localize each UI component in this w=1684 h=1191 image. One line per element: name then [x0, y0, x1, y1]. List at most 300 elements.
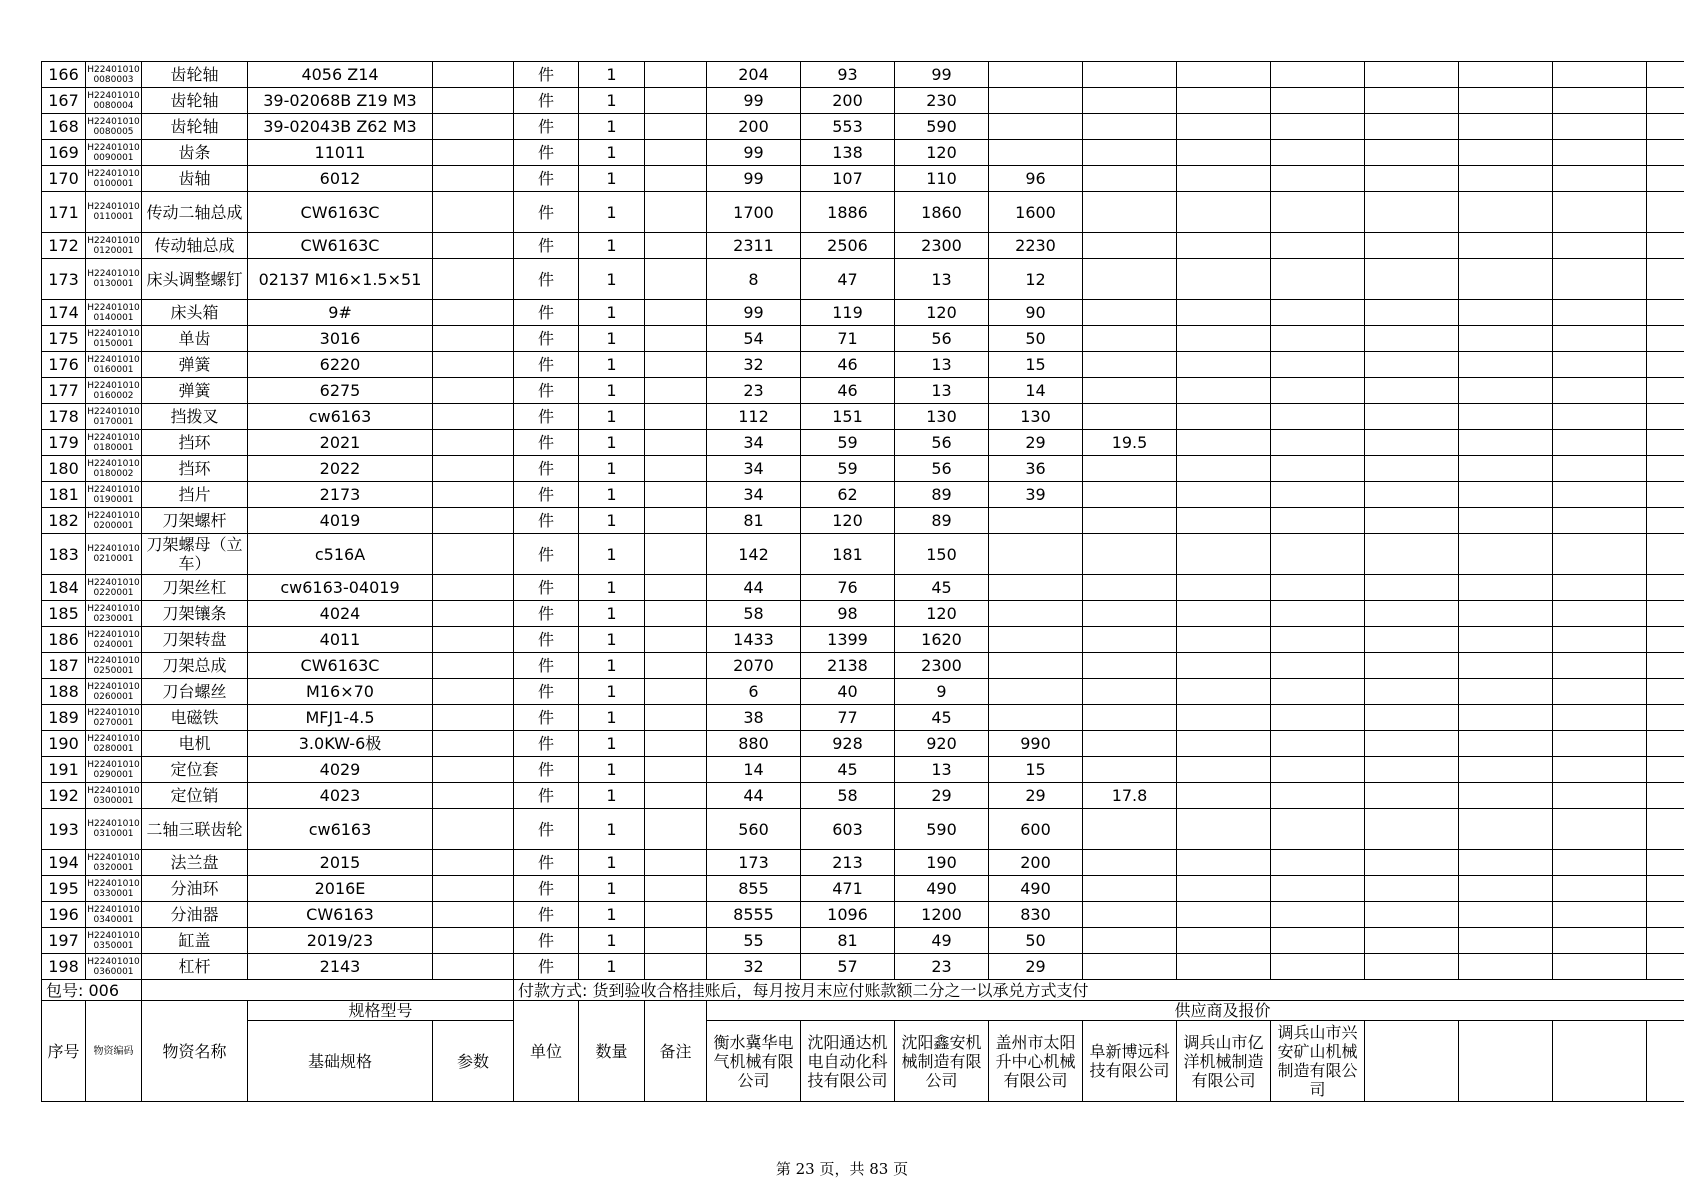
remark-cell — [645, 300, 707, 326]
supplier-header: 沈阳通达机电自动化科技有限公司 — [801, 1021, 895, 1102]
quantity-cell: 1 — [579, 731, 645, 757]
supplier-header: 沈阳鑫安机械制造有限公司 — [895, 1021, 989, 1102]
table-row — [42, 62, 1684, 88]
table-row — [42, 705, 1684, 731]
quotation-table — [41, 61, 1684, 1102]
table-row — [42, 326, 1684, 352]
table-row — [42, 352, 1684, 378]
price-cell — [1647, 902, 1684, 928]
price-cell — [1647, 326, 1684, 352]
price-cell: 14 — [989, 378, 1083, 404]
price-cell: 990 — [989, 731, 1083, 757]
price-cell — [1083, 300, 1177, 326]
quantity-cell: 1 — [579, 757, 645, 783]
remark-cell — [645, 166, 707, 192]
material-name-cell: 床头箱 — [142, 300, 248, 326]
price-cell — [1177, 731, 1271, 757]
header-spec-group: 规格型号 — [248, 1001, 514, 1021]
unit-cell: 件 — [514, 928, 579, 954]
price-cell — [1459, 233, 1553, 259]
quantity-cell: 1 — [579, 809, 645, 850]
spec-cell: CW6163C — [248, 192, 433, 233]
remark-cell — [645, 404, 707, 430]
price-cell — [1553, 404, 1647, 430]
price-cell — [1271, 233, 1365, 259]
price-cell — [1647, 783, 1684, 809]
price-cell — [1459, 783, 1553, 809]
price-cell: 2311 — [707, 233, 801, 259]
material-code-cell: H224010100310001 — [86, 809, 142, 850]
price-cell: 89 — [895, 482, 989, 508]
material-code-cell: H224010100200001 — [86, 508, 142, 534]
price-cell: 2506 — [801, 233, 895, 259]
remark-cell — [645, 757, 707, 783]
header-row-2 — [42, 1021, 1684, 1102]
price-cell: 29 — [989, 954, 1083, 980]
price-cell — [1083, 809, 1177, 850]
price-cell: 57 — [801, 954, 895, 980]
price-cell — [1177, 166, 1271, 192]
price-cell: 590 — [895, 809, 989, 850]
material-code-cell: H224010100270001 — [86, 705, 142, 731]
price-cell: 34 — [707, 482, 801, 508]
quantity-cell: 1 — [579, 259, 645, 300]
price-cell — [1177, 114, 1271, 140]
price-cell: 56 — [895, 430, 989, 456]
unit-cell: 件 — [514, 902, 579, 928]
material-name-cell: 传动轴总成 — [142, 233, 248, 259]
quantity-cell: 1 — [579, 456, 645, 482]
material-name-cell: 齿条 — [142, 140, 248, 166]
param-cell — [433, 430, 514, 456]
param-cell — [433, 508, 514, 534]
material-name-cell: 床头调整螺钉 — [142, 259, 248, 300]
row-number-cell: 198 — [42, 954, 86, 980]
unit-cell: 件 — [514, 601, 579, 627]
param-cell — [433, 757, 514, 783]
price-cell — [1553, 300, 1647, 326]
price-cell: 8555 — [707, 902, 801, 928]
price-cell — [1553, 757, 1647, 783]
table-row — [42, 653, 1684, 679]
spec-cell: 2143 — [248, 954, 433, 980]
price-cell — [1271, 378, 1365, 404]
price-cell — [1459, 534, 1553, 575]
row-number-cell: 179 — [42, 430, 86, 456]
material-code-cell: H224010100250001 — [86, 653, 142, 679]
spec-cell: c516A — [248, 534, 433, 575]
price-cell — [1271, 192, 1365, 233]
price-cell — [1177, 378, 1271, 404]
table-row — [42, 430, 1684, 456]
param-cell — [433, 62, 514, 88]
material-name-cell: 定位套 — [142, 757, 248, 783]
price-cell — [1647, 352, 1684, 378]
price-cell — [989, 653, 1083, 679]
price-cell — [1553, 233, 1647, 259]
price-cell — [1365, 456, 1459, 482]
supplier-header: 衡水冀华电气机械有限公司 — [707, 1021, 801, 1102]
remark-cell — [645, 508, 707, 534]
param-cell — [433, 653, 514, 679]
price-cell — [1271, 627, 1365, 653]
price-cell — [1459, 508, 1553, 534]
price-cell: 1433 — [707, 627, 801, 653]
price-cell — [1647, 627, 1684, 653]
price-cell — [989, 679, 1083, 705]
price-cell — [1365, 166, 1459, 192]
price-cell — [1177, 601, 1271, 627]
spec-cell: 2021 — [248, 430, 433, 456]
price-cell: 603 — [801, 809, 895, 850]
row-number-cell: 188 — [42, 679, 86, 705]
price-cell — [1177, 928, 1271, 954]
supplier-header: 阜新博远科技有限公司 — [1083, 1021, 1177, 1102]
param-cell — [433, 404, 514, 430]
table-row — [42, 482, 1684, 508]
unit-cell: 件 — [514, 88, 579, 114]
supplier-header: 盖州市太阳升中心机械有限公司 — [989, 1021, 1083, 1102]
price-cell: 1600 — [989, 192, 1083, 233]
price-cell — [1083, 876, 1177, 902]
price-cell — [1365, 679, 1459, 705]
param-cell — [433, 326, 514, 352]
price-cell — [1177, 62, 1271, 88]
price-cell — [1553, 705, 1647, 731]
material-name-cell: 弹簧 — [142, 378, 248, 404]
price-cell: 471 — [801, 876, 895, 902]
price-cell: 32 — [707, 352, 801, 378]
price-cell — [1083, 575, 1177, 601]
quantity-cell: 1 — [579, 508, 645, 534]
price-cell — [989, 114, 1083, 140]
price-cell — [1083, 482, 1177, 508]
material-code-cell: H224010100110001 — [86, 192, 142, 233]
row-number-cell: 187 — [42, 653, 86, 679]
price-cell — [1647, 300, 1684, 326]
param-cell — [433, 456, 514, 482]
quantity-cell: 1 — [579, 140, 645, 166]
price-cell — [1271, 62, 1365, 88]
price-cell — [1459, 757, 1553, 783]
price-cell — [1365, 928, 1459, 954]
price-cell — [1365, 954, 1459, 980]
material-code-cell: H224010100320001 — [86, 850, 142, 876]
price-cell — [1647, 809, 1684, 850]
price-cell — [1365, 352, 1459, 378]
spec-cell: 11011 — [248, 140, 433, 166]
price-cell — [1459, 62, 1553, 88]
spec-cell: 4056 Z14 — [248, 62, 433, 88]
supplier-header — [1553, 1021, 1647, 1102]
table-row — [42, 757, 1684, 783]
unit-cell: 件 — [514, 783, 579, 809]
spec-cell: 2173 — [248, 482, 433, 508]
price-cell: 600 — [989, 809, 1083, 850]
price-cell — [1365, 783, 1459, 809]
material-code-cell: H224010100140001 — [86, 300, 142, 326]
price-cell: 13 — [895, 259, 989, 300]
price-cell — [1647, 954, 1684, 980]
price-cell — [1647, 731, 1684, 757]
price-cell — [1083, 404, 1177, 430]
remark-cell — [645, 378, 707, 404]
price-cell — [1553, 456, 1647, 482]
price-cell: 29 — [989, 783, 1083, 809]
supplier-header — [1647, 1021, 1684, 1102]
row-number-cell: 170 — [42, 166, 86, 192]
price-cell: 120 — [895, 140, 989, 166]
material-name-cell: 分油环 — [142, 876, 248, 902]
price-cell — [989, 534, 1083, 575]
remark-cell — [645, 705, 707, 731]
table-row — [42, 679, 1684, 705]
price-cell: 112 — [707, 404, 801, 430]
unit-cell: 件 — [514, 731, 579, 757]
price-cell — [1365, 876, 1459, 902]
table-row — [42, 233, 1684, 259]
price-cell: 15 — [989, 757, 1083, 783]
price-cell — [1083, 114, 1177, 140]
price-cell — [1083, 378, 1177, 404]
price-cell — [1365, 259, 1459, 300]
price-cell — [1083, 192, 1177, 233]
material-name-cell: 分油器 — [142, 902, 248, 928]
price-cell — [1271, 508, 1365, 534]
material-name-cell: 刀架丝杠 — [142, 575, 248, 601]
material-code-cell: H224010100120001 — [86, 233, 142, 259]
price-cell — [1553, 430, 1647, 456]
row-number-cell: 185 — [42, 601, 86, 627]
unit-cell: 件 — [514, 679, 579, 705]
supplier-header — [1459, 1021, 1553, 1102]
material-name-cell: 挡拨叉 — [142, 404, 248, 430]
material-name-cell: 挡环 — [142, 456, 248, 482]
price-cell — [1553, 352, 1647, 378]
price-cell: 1620 — [895, 627, 989, 653]
price-cell: 590 — [895, 114, 989, 140]
unit-cell: 件 — [514, 259, 579, 300]
price-cell — [1083, 233, 1177, 259]
price-cell — [1271, 326, 1365, 352]
material-name-cell: 齿轮轴 — [142, 62, 248, 88]
spec-cell: cw6163 — [248, 809, 433, 850]
price-cell — [1271, 705, 1365, 731]
remark-cell — [645, 114, 707, 140]
price-cell — [1647, 114, 1684, 140]
param-cell — [433, 140, 514, 166]
table-row — [42, 783, 1684, 809]
table-row — [42, 954, 1684, 980]
quantity-cell: 1 — [579, 705, 645, 731]
price-cell — [989, 508, 1083, 534]
spec-cell: 6012 — [248, 166, 433, 192]
unit-cell: 件 — [514, 456, 579, 482]
remark-cell — [645, 954, 707, 980]
quantity-cell: 1 — [579, 575, 645, 601]
remark-cell — [645, 233, 707, 259]
material-name-cell: 传动二轴总成 — [142, 192, 248, 233]
price-cell — [1365, 192, 1459, 233]
price-cell: 81 — [707, 508, 801, 534]
price-cell — [1553, 902, 1647, 928]
price-cell — [1647, 378, 1684, 404]
quantity-cell: 1 — [579, 62, 645, 88]
price-cell — [1647, 850, 1684, 876]
price-cell — [1365, 902, 1459, 928]
quantity-cell: 1 — [579, 326, 645, 352]
table-row — [42, 850, 1684, 876]
price-cell: 15 — [989, 352, 1083, 378]
price-cell — [1083, 954, 1177, 980]
price-cell — [1459, 928, 1553, 954]
row-number-cell: 186 — [42, 627, 86, 653]
price-cell — [1459, 140, 1553, 166]
material-code-cell: H224010100090001 — [86, 140, 142, 166]
material-name-cell: 刀架转盘 — [142, 627, 248, 653]
price-cell: 920 — [895, 731, 989, 757]
price-cell — [1271, 404, 1365, 430]
price-cell — [1177, 233, 1271, 259]
price-cell: 17.8 — [1083, 783, 1177, 809]
price-cell — [1177, 300, 1271, 326]
quantity-cell: 1 — [579, 114, 645, 140]
material-code-cell: H224010100160001 — [86, 352, 142, 378]
price-cell — [1647, 705, 1684, 731]
price-cell — [1271, 166, 1365, 192]
material-code-cell: H224010100130001 — [86, 259, 142, 300]
price-cell: 204 — [707, 62, 801, 88]
price-cell — [1177, 902, 1271, 928]
price-cell — [1365, 233, 1459, 259]
price-cell — [1459, 876, 1553, 902]
spec-cell: 6275 — [248, 378, 433, 404]
table-body — [42, 62, 1684, 980]
price-cell: 99 — [895, 62, 989, 88]
price-cell — [1459, 166, 1553, 192]
price-cell: 200 — [989, 850, 1083, 876]
table-row — [42, 627, 1684, 653]
price-cell: 46 — [801, 352, 895, 378]
price-cell — [1177, 876, 1271, 902]
material-name-cell: 刀台螺丝 — [142, 679, 248, 705]
price-cell — [1647, 876, 1684, 902]
price-cell — [1083, 757, 1177, 783]
price-cell — [1647, 192, 1684, 233]
spec-cell: 3.0KW-6极 — [248, 731, 433, 757]
price-cell: 150 — [895, 534, 989, 575]
row-number-cell: 191 — [42, 757, 86, 783]
header-unit: 单位 — [514, 1001, 579, 1102]
price-cell — [1177, 352, 1271, 378]
price-cell — [1365, 508, 1459, 534]
price-cell — [1083, 705, 1177, 731]
price-cell: 560 — [707, 809, 801, 850]
price-cell — [1271, 456, 1365, 482]
spec-cell: cw6163 — [248, 404, 433, 430]
table-row — [42, 88, 1684, 114]
price-cell — [1271, 140, 1365, 166]
price-cell: 71 — [801, 326, 895, 352]
table-row — [42, 876, 1684, 902]
price-cell: 830 — [989, 902, 1083, 928]
row-number-cell: 182 — [42, 508, 86, 534]
price-cell: 47 — [801, 259, 895, 300]
price-cell — [1553, 166, 1647, 192]
price-cell — [1177, 404, 1271, 430]
price-cell: 120 — [895, 300, 989, 326]
material-code-cell: H224010100170001 — [86, 404, 142, 430]
price-cell — [1271, 88, 1365, 114]
quantity-cell: 1 — [579, 902, 645, 928]
row-number-cell: 167 — [42, 88, 86, 114]
price-cell — [1083, 601, 1177, 627]
price-cell — [1553, 508, 1647, 534]
row-number-cell: 166 — [42, 62, 86, 88]
spec-cell: 4011 — [248, 627, 433, 653]
price-cell — [1553, 259, 1647, 300]
param-cell — [433, 352, 514, 378]
price-cell: 56 — [895, 326, 989, 352]
price-cell: 1096 — [801, 902, 895, 928]
spec-cell: 2016E — [248, 876, 433, 902]
price-cell — [1647, 757, 1684, 783]
table-row — [42, 378, 1684, 404]
price-cell: 120 — [895, 601, 989, 627]
unit-cell: 件 — [514, 627, 579, 653]
material-name-cell: 弹簧 — [142, 352, 248, 378]
price-cell — [1177, 326, 1271, 352]
price-cell — [1647, 140, 1684, 166]
remark-cell — [645, 601, 707, 627]
price-cell — [1365, 114, 1459, 140]
price-cell — [1647, 575, 1684, 601]
quantity-cell: 1 — [579, 166, 645, 192]
price-cell — [1177, 534, 1271, 575]
price-cell — [1459, 259, 1553, 300]
spec-cell: 39-02043B Z62 M3 — [248, 114, 433, 140]
price-cell: 230 — [895, 88, 989, 114]
price-cell — [1271, 352, 1365, 378]
price-cell — [1365, 575, 1459, 601]
param-cell — [433, 627, 514, 653]
price-cell — [1553, 809, 1647, 850]
material-code-cell: H224010100190001 — [86, 482, 142, 508]
price-cell — [1647, 259, 1684, 300]
row-number-cell: 174 — [42, 300, 86, 326]
price-cell: 130 — [989, 404, 1083, 430]
param-cell — [433, 954, 514, 980]
remark-cell — [645, 140, 707, 166]
price-cell — [1271, 601, 1365, 627]
price-cell: 490 — [895, 876, 989, 902]
quantity-cell: 1 — [579, 404, 645, 430]
header-spec: 基础规格 — [248, 1021, 433, 1102]
price-cell — [1177, 259, 1271, 300]
param-cell — [433, 534, 514, 575]
param-cell — [433, 679, 514, 705]
quantity-cell: 1 — [579, 850, 645, 876]
price-cell: 99 — [707, 88, 801, 114]
remark-cell — [645, 482, 707, 508]
unit-cell: 件 — [514, 757, 579, 783]
price-cell — [1365, 300, 1459, 326]
price-cell: 490 — [989, 876, 1083, 902]
header-no: 序号 — [42, 1001, 86, 1102]
row-number-cell: 169 — [42, 140, 86, 166]
remark-cell — [645, 326, 707, 352]
price-cell — [989, 601, 1083, 627]
